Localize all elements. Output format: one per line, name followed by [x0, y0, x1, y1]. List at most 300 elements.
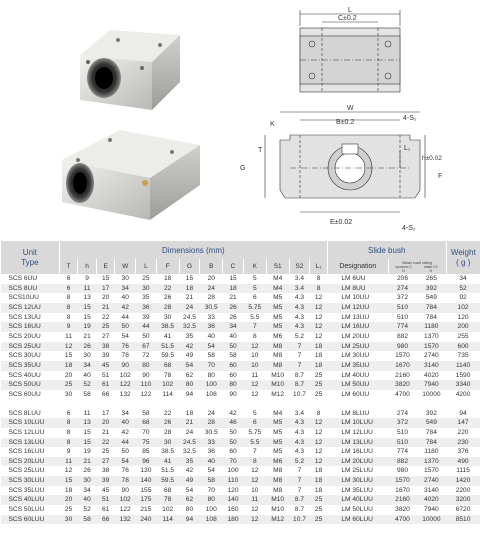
dim-column-header: C [223, 259, 244, 274]
value-cell: 392 [425, 409, 437, 417]
value-cell: 1370 [417, 457, 446, 467]
designation-cell: LM 30UU [341, 352, 370, 360]
value-cell: 4.3 [289, 418, 310, 428]
value-cell: 5.2 [294, 332, 305, 340]
value-cell: 40 [200, 457, 223, 467]
value-cell: 784 [417, 438, 446, 448]
dim-label-K: K [270, 121, 275, 128]
value-cell: 3820 [395, 506, 410, 514]
group-separator [1, 400, 480, 409]
value-cell: 70 [142, 428, 150, 436]
value-cell: 28 [164, 428, 172, 436]
value-cell: 12 [314, 332, 323, 340]
value-cell: 114 [162, 390, 173, 398]
value-cell: 12 [251, 390, 259, 398]
value-cell: 25 [96, 322, 115, 332]
value-cell: M4 [273, 275, 283, 282]
dim-label-B: B±0.2 [336, 119, 355, 126]
value-cell: 19 [83, 448, 91, 456]
weight-cell: 220 [457, 428, 469, 436]
table-row [1, 476, 480, 486]
dim-label-W: W [347, 105, 354, 112]
value-cell: M8 [273, 486, 283, 494]
value-cell: 42 [115, 303, 136, 313]
value-cell: 11 [59, 457, 78, 467]
model-cell: SCS 13UU [8, 313, 41, 321]
value-cell: 24 [207, 409, 215, 417]
value-cell: 18 [59, 361, 78, 371]
value-cell: 76 [121, 467, 129, 475]
value-cell: 18 [310, 361, 328, 371]
value-cell: 50 [121, 448, 129, 456]
value-cell: 54 [207, 467, 215, 475]
value-cell: 7 [297, 486, 302, 494]
separator-cell [1, 400, 480, 409]
value-cell: 882 [388, 457, 416, 467]
value-cell: 18 [223, 284, 244, 294]
value-cell: 28 [156, 303, 179, 313]
unit-type-header [1, 241, 60, 274]
table-row [1, 390, 480, 400]
value-cell: 215 [140, 506, 152, 514]
value-cell: 40 [78, 495, 97, 505]
table-row [1, 322, 480, 332]
value-cell: 26 [78, 342, 97, 352]
weight-cell: 102 [446, 303, 480, 313]
weight-cell: 600 [446, 342, 480, 352]
value-cell: 3820 [388, 380, 416, 390]
value-cell: 80 [223, 380, 244, 390]
value-cell: 12 [243, 380, 266, 390]
weight-cell: 1115 [456, 467, 470, 475]
value-cell: 24.5 [183, 313, 196, 321]
designation-cell: LM 20UU [341, 332, 370, 340]
model-cell: SCS 25LUU [8, 467, 45, 475]
value-cell: 18 [310, 476, 328, 486]
value-cell: 26 [83, 467, 91, 475]
product-illustrations [0, 0, 480, 240]
value-cell: 12 [251, 467, 259, 475]
spec-table-body [1, 274, 480, 524]
value-cell: 38 [101, 467, 110, 475]
weight-cell: 3200 [446, 495, 480, 505]
table-row [1, 447, 480, 457]
designation-cell: LM 35LUU [341, 486, 373, 494]
long-block-photo [62, 130, 200, 220]
value-cell: 61 [101, 506, 110, 514]
value-cell: 2740 [424, 352, 439, 360]
weight-cell: 200 [446, 322, 480, 332]
dim-column-header: T [59, 259, 78, 274]
value-cell: 15 [78, 438, 97, 448]
static-rating-label: static C0 N [424, 264, 438, 273]
front-view-drawing [265, 112, 425, 212]
value-cell: 18 [64, 486, 73, 494]
value-cell: 2740 [417, 476, 446, 486]
value-cell: 26 [164, 294, 172, 302]
value-cell: 50 [142, 332, 150, 340]
value-cell: 18 [314, 467, 323, 475]
value-cell: 6 [66, 409, 71, 417]
value-cell: 39 [142, 313, 150, 321]
value-cell: 61 [96, 380, 115, 390]
value-cell: 102 [156, 380, 179, 390]
table-row [1, 457, 480, 467]
value-cell: 22 [96, 438, 115, 448]
weight-cell: 34 [459, 275, 467, 282]
value-cell: 5.75 [243, 303, 266, 313]
value-cell: 42 [185, 467, 194, 475]
value-cell: M10 [271, 506, 285, 514]
value-cell: 18 [179, 284, 200, 294]
value-cell: 49 [185, 352, 194, 360]
value-cell: 30 [83, 352, 91, 360]
value-cell: 2160 [388, 495, 416, 505]
value-cell: 122 [140, 390, 152, 398]
value-cell: 132 [115, 515, 136, 525]
table-row [1, 380, 480, 390]
model-cell: SCS 16UU [1, 322, 60, 332]
dim-column-header: L₁ [310, 259, 328, 274]
designation-cell: LM 50LUU [341, 506, 373, 514]
value-cell: 9 [59, 322, 78, 332]
value-cell: 36 [200, 322, 223, 332]
value-cell: M10 [271, 371, 285, 379]
dim-column-header: K [243, 259, 266, 274]
value-cell: 120 [227, 486, 239, 494]
value-cell: 18 [310, 342, 328, 352]
value-cell: 11 [251, 371, 259, 379]
dim-column-header: F [156, 259, 179, 274]
value-cell: 4.3 [294, 448, 305, 456]
value-cell: 36 [207, 448, 215, 456]
value-cell: 12 [314, 294, 323, 302]
value-cell: 35 [179, 457, 200, 467]
value-cell: 78 [115, 476, 136, 486]
value-cell: 3.4 [294, 275, 305, 282]
model-cell: SCS 60UU [8, 390, 41, 398]
value-cell: 54 [179, 361, 200, 371]
dim-label-F: F [438, 173, 443, 180]
value-cell: 28 [207, 294, 215, 302]
value-cell: 21 [101, 428, 110, 436]
weight-cell: 147 [446, 418, 480, 428]
value-cell: 20 [207, 275, 215, 282]
value-cell: 240 [136, 515, 157, 525]
value-cell: 41 [156, 457, 179, 467]
value-cell: 39 [101, 352, 110, 360]
dim-column-header: S1 [266, 259, 289, 274]
dim-column-header: S2 [289, 259, 310, 274]
value-cell: 58 [207, 352, 215, 360]
value-cell: 12 [243, 476, 266, 486]
designation-cell: LM 13LUU [327, 438, 388, 448]
value-cell: 25 [59, 380, 78, 390]
value-cell: 140 [136, 476, 157, 486]
spec-table [0, 241, 480, 524]
value-cell: 34 [115, 284, 136, 294]
value-cell: 59.5 [156, 476, 179, 486]
value-cell: 7 [289, 361, 310, 371]
designation-cell: LM 16UU [327, 322, 388, 332]
value-cell: 94 [179, 515, 200, 525]
short-block-photo [80, 30, 180, 110]
value-cell: 62 [179, 495, 200, 505]
model-cell: SCS 40UU [8, 371, 41, 379]
value-cell: 9 [85, 275, 89, 282]
value-cell: 30 [78, 476, 97, 486]
designation-header: Designation [327, 259, 388, 274]
dim-label-E: E±0.02 [330, 219, 353, 226]
designation-cell: LM 60LUU [327, 515, 388, 525]
value-cell: 18 [314, 486, 323, 494]
value-cell: 1180 [417, 322, 446, 332]
table-row [1, 438, 480, 448]
value-cell: 66 [96, 515, 115, 525]
model-cell: SCS 12UU [1, 303, 60, 313]
weight-cell: 2200 [455, 486, 471, 494]
value-cell: 510 [396, 313, 408, 321]
value-cell: 39 [96, 476, 115, 486]
value-cell: 11 [83, 409, 91, 417]
value-cell: 51.5 [156, 342, 179, 352]
value-cell: 52 [83, 506, 91, 514]
value-cell: 10.7 [293, 390, 306, 398]
value-cell: M5 [273, 313, 283, 321]
designation-cell: LM 40UU [341, 371, 370, 379]
value-cell: 8 [59, 418, 78, 428]
table-row [1, 505, 480, 515]
value-cell: 11 [243, 495, 266, 505]
value-cell: 78 [164, 371, 172, 379]
spec-table-container [0, 241, 480, 524]
value-cell: 774 [396, 448, 408, 456]
model-cell: SCS 60LUU [1, 515, 60, 525]
value-cell: 78 [121, 352, 129, 360]
value-cell: 66 [101, 390, 110, 398]
value-cell: 15 [83, 428, 91, 436]
value-cell: 4700 [388, 515, 416, 525]
value-cell: 11 [65, 332, 73, 340]
value-cell: 7 [243, 322, 266, 332]
value-cell: 4700 [395, 390, 410, 398]
slide-bush-header: Slide bush [327, 241, 446, 259]
value-cell: 70 [200, 361, 223, 371]
value-cell: 15 [101, 275, 110, 282]
value-cell: 85 [142, 448, 150, 456]
value-cell: 8 [243, 457, 266, 467]
value-cell: 21 [185, 294, 194, 302]
value-cell: 980 [388, 342, 416, 352]
dim-label-T: T [258, 147, 263, 154]
value-cell: 12 [310, 438, 328, 448]
model-cell: SCS 35LUU [8, 486, 45, 494]
value-cell: 25 [310, 495, 328, 505]
value-cell: 10 [251, 352, 259, 360]
weight-cell: 3340 [446, 380, 480, 390]
weight-label: Weight ( g ) [450, 247, 476, 267]
value-cell: 5.5 [250, 313, 260, 321]
designation-cell: LM 40LUU [327, 495, 388, 505]
value-cell: 10.7 [289, 515, 310, 525]
value-cell: 774 [388, 322, 416, 332]
value-cell: M5 [266, 418, 289, 428]
value-cell: 15 [64, 352, 73, 360]
value-cell: 60 [229, 448, 237, 456]
value-cell: 24 [200, 284, 223, 294]
model-cell: SCS 8LUU [8, 409, 41, 417]
value-cell: 5.75 [248, 428, 262, 436]
value-cell: M5 [273, 294, 283, 302]
designation-cell: LM 60UU [341, 390, 370, 398]
model-cell: SCS 12LUU [8, 428, 45, 436]
value-cell: 58 [229, 352, 237, 360]
dim-label-S1: 4-S₁ [403, 115, 417, 122]
value-cell: 12 [64, 467, 73, 475]
value-cell: 40 [207, 332, 215, 340]
value-cell: 80 [136, 361, 157, 371]
value-cell: 1570 [395, 352, 410, 360]
value-cell: M6 [273, 332, 283, 340]
value-cell: M5 [266, 322, 289, 332]
value-cell: 40 [229, 332, 237, 340]
designation-cell: LM 12LUU [341, 428, 373, 436]
load-rating-label: Basic load rating [402, 259, 432, 265]
dimensions-header: Dimensions (mm) [59, 241, 327, 259]
value-cell: 6 [66, 275, 71, 282]
value-cell: 25 [64, 506, 73, 514]
value-cell: 70 [207, 486, 215, 494]
value-cell: 94 [185, 390, 194, 398]
value-cell: 22 [101, 313, 110, 321]
weight-cell: 735 [457, 352, 469, 360]
value-cell: 75 [136, 438, 157, 448]
value-cell: 100 [200, 380, 223, 390]
value-cell: 68 [164, 486, 172, 494]
value-cell: 4020 [417, 495, 446, 505]
value-cell: 8 [316, 409, 321, 417]
value-cell: 8 [316, 275, 321, 282]
value-cell: 40 [83, 371, 91, 379]
value-cell: 26 [156, 418, 179, 428]
value-cell: 784 [417, 303, 446, 313]
designation-cell: LM 20LUU [327, 457, 388, 467]
designation-cell: LM 8LUU [341, 409, 370, 417]
value-cell: 15 [59, 476, 78, 486]
value-cell: 1570 [424, 467, 439, 475]
weight-cell: 8510 [446, 515, 480, 525]
value-cell: 549 [425, 294, 437, 302]
value-cell: 50 [115, 322, 136, 332]
value-cell: 70 [223, 457, 244, 467]
drawing-canvas [0, 0, 480, 240]
value-cell: 6 [59, 284, 78, 294]
value-cell: 36 [136, 303, 157, 313]
value-cell: 12 [314, 313, 323, 321]
value-cell: 4.3 [294, 428, 305, 436]
value-cell: 160 [227, 506, 239, 514]
value-cell: 18 [185, 409, 194, 417]
value-cell: M5 [273, 448, 283, 456]
value-cell: 140 [223, 495, 244, 505]
value-cell: 8.7 [289, 495, 310, 505]
value-cell: 25 [142, 275, 150, 282]
value-cell: M12 [271, 390, 285, 398]
value-cell: 15 [83, 313, 91, 321]
value-cell: 2160 [395, 371, 410, 379]
model-cell: SCS 50UU [1, 380, 60, 390]
value-cell: M8 [266, 361, 289, 371]
value-cell: 8 [66, 428, 71, 436]
value-cell: 110 [223, 476, 244, 486]
value-cell: 30 [156, 438, 179, 448]
model-cell: SCS 20UU [8, 332, 41, 340]
model-cell: SCS 50LUU [8, 506, 45, 514]
value-cell: 51 [96, 495, 115, 505]
value-cell: M10 [266, 380, 289, 390]
value-cell: 33 [207, 313, 215, 321]
value-cell: 102 [162, 506, 174, 514]
value-cell: 80 [179, 380, 200, 390]
value-cell: 12 [243, 515, 266, 525]
value-cell: 54 [200, 342, 223, 352]
value-cell: 4.3 [294, 313, 305, 321]
value-cell: 34 [78, 361, 97, 371]
designation-cell: LM 10LUU [327, 418, 388, 428]
dim-column-header: B [200, 259, 223, 274]
dim-column-header: h [78, 259, 97, 274]
table-row [1, 466, 480, 476]
value-cell: 549 [417, 418, 446, 428]
dim-column-header: W [115, 259, 136, 274]
value-cell: 1570 [417, 342, 446, 352]
value-cell: 155 [140, 486, 152, 494]
value-cell: 22 [156, 284, 179, 294]
value-cell: 392 [417, 284, 446, 294]
value-cell: 30.5 [204, 428, 218, 436]
value-cell: 25 [314, 506, 323, 514]
value-cell: 20 [64, 371, 73, 379]
value-cell: 42 [179, 342, 200, 352]
value-cell: 90 [121, 486, 129, 494]
value-cell: 51 [101, 371, 110, 379]
designation-cell: LM 25UU [327, 342, 388, 352]
designation-cell: LM 6UU [341, 275, 366, 282]
value-cell: 510 [396, 428, 408, 436]
table-row [1, 293, 480, 303]
value-cell: 34 [121, 409, 129, 417]
model-cell: SCS 8UU [1, 284, 60, 294]
model-cell: SCS 10LUU [1, 418, 60, 428]
dim-column-header: L [136, 259, 157, 274]
model-cell: SCS 13LUU [1, 438, 60, 448]
value-cell: 10 [243, 361, 266, 371]
value-cell: 22 [164, 409, 172, 417]
dim-label-C: C±0.2 [338, 15, 357, 22]
weight-cell: 94 [459, 409, 467, 417]
value-cell: 10000 [417, 515, 446, 525]
model-cell: SCS 6UU [8, 275, 38, 282]
value-cell: 25 [314, 371, 323, 379]
value-cell: 58 [83, 390, 91, 398]
value-cell: 15 [78, 303, 97, 313]
value-cell: M5 [273, 428, 283, 436]
model-cell: SCS 40LUU [1, 495, 60, 505]
table-row [1, 342, 480, 352]
value-cell: M6 [266, 457, 289, 467]
value-cell: 3.4 [289, 284, 310, 294]
value-cell: 54 [185, 486, 194, 494]
